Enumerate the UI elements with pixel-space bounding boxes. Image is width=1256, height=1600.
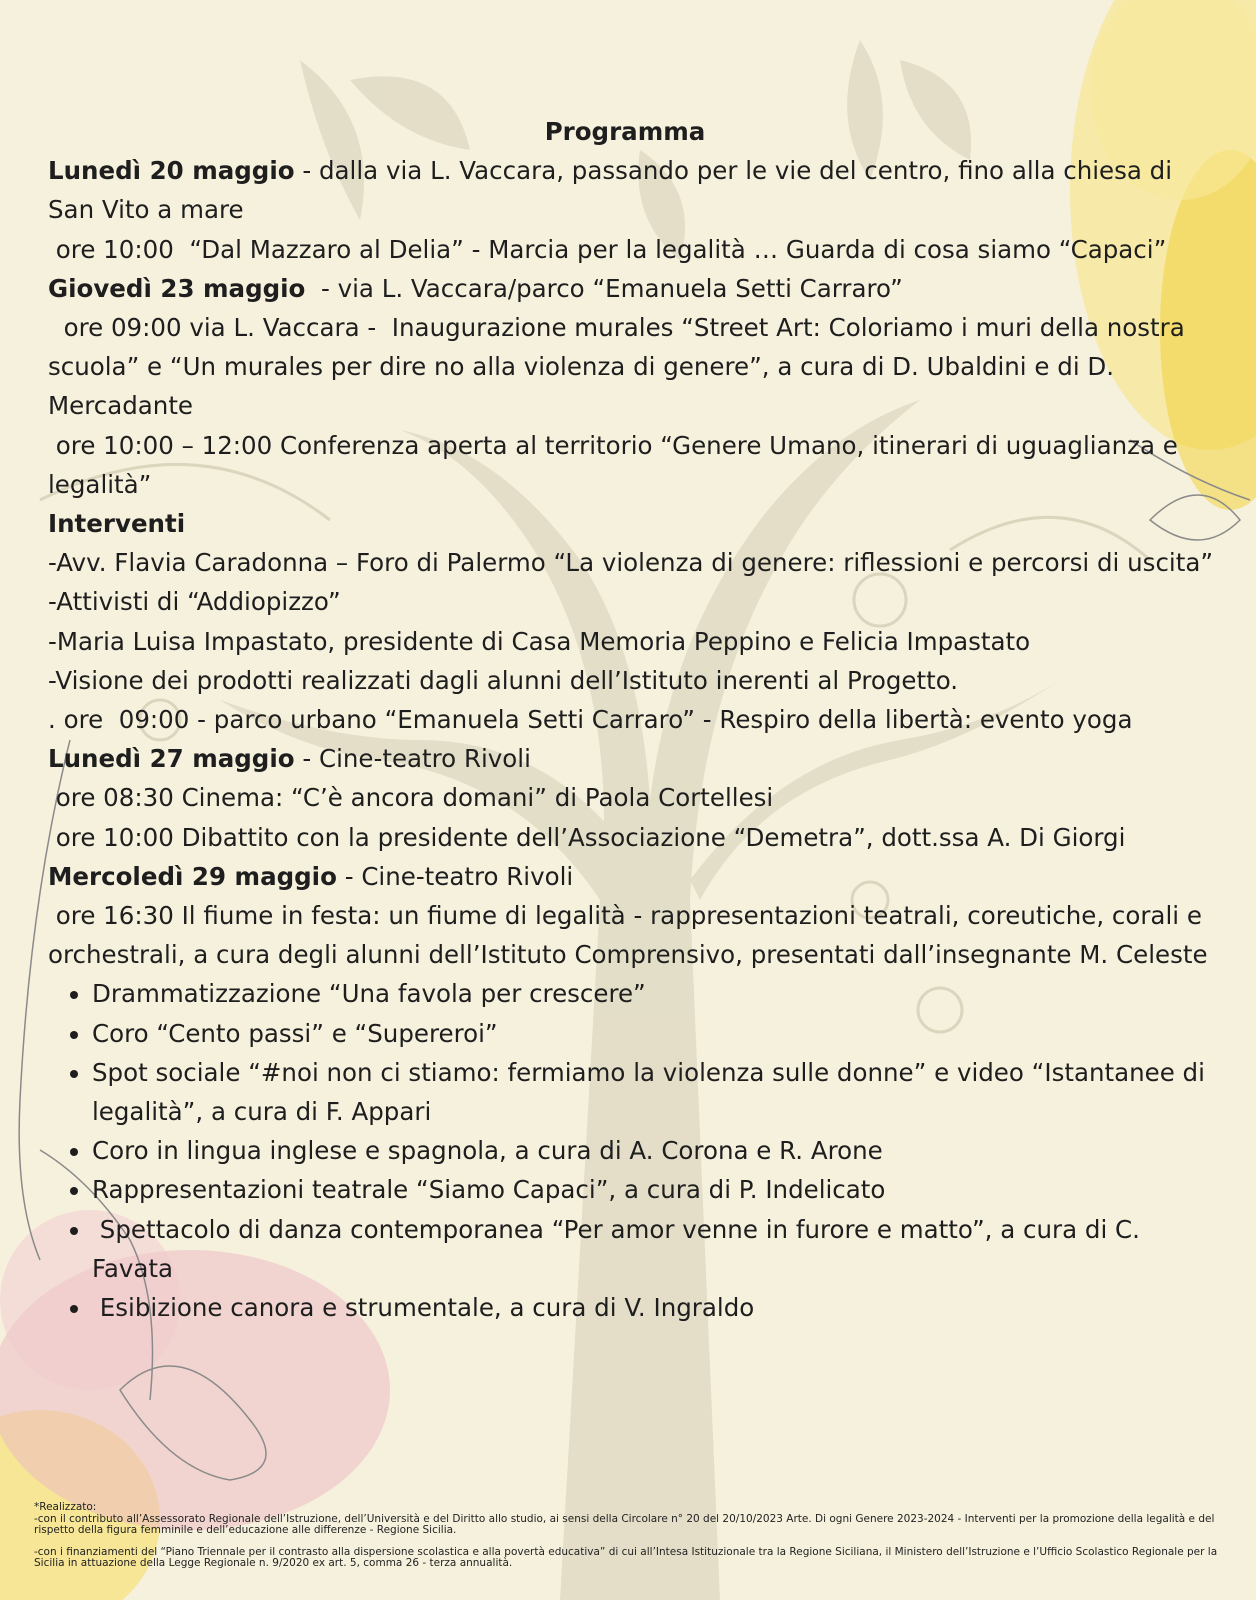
day-1-place: - dalla via L. Vaccara, passando per le vie del centro, fino alla chiesa di San Vito a mare — [48, 156, 1180, 225]
intervento-item: -Maria Luisa Impastato, presidente di Casa Memoria Peppino e Felicia Impastato — [48, 626, 1031, 656]
list-item: • Coro “Cento passi” e “Supereroi” — [92, 1014, 1218, 1053]
day-1-heading-line — [48, 151, 1218, 229]
day-2-heading-line — [48, 269, 1218, 308]
interventi-heading: Interventi — [48, 509, 186, 539]
day-3-date: Lunedì 27 maggio — [48, 744, 295, 774]
page-title: Programma — [544, 117, 706, 146]
performance-list — [48, 974, 1218, 1327]
intervento-item: -Attivisti di “Addiopizzo” — [48, 587, 341, 617]
day-3-event-1: ore 08:30 Cinema: “C’è ancora domani” di Paola Cortellesi — [48, 783, 774, 813]
intervento-item: . ore 09:00 - parco urbano “Emanuela Setti Carraro” - Respiro della libertà: evento yoga — [48, 705, 1133, 735]
intervento-item: -Visione dei prodotti realizzati dagli alunni dell’Istituto inerenti al Progetto. — [48, 665, 959, 695]
day-3-heading-line — [48, 739, 1218, 778]
intervento-item: -Avv. Flavia Caradonna – Foro di Palermo “La violenza di genere: riflessioni e percorsi di uscita” — [48, 548, 1214, 578]
footer-note-1: -con il contributo all’Assessorato Regionale dell’Istruzione, dell’Università e del Diritto allo studio, ai sensi della Circolare n° 20 del 20/10/2023 Arte. Di ogni Genere 2023-2024 - Interventi per la promozione della legalità e del rispetto della figura femminile e dell’educazione alle differenze - Regione Sicilia. — [34, 1512, 1215, 1537]
list-item: • Esibizione canora e strumentale, a cura di V. Ingraldo — [92, 1288, 1218, 1327]
list-item: • Coro in lingua inglese e spagnola, a cura di A. Corona e R. Arone — [92, 1131, 1218, 1170]
list-item: • Drammatizzazione “Una favola per crescere” — [92, 974, 1218, 1013]
day-2-date: Giovedì 23 maggio — [48, 273, 306, 303]
day-2-place: - via L. Vaccara/parco “Emanuela Setti Carraro” — [305, 273, 903, 303]
day-1-event: ore 10:00 “Dal Mazzaro al Delia” - Marcia per la legalità … Guarda di cosa siamo “Capaci” — [48, 234, 1167, 264]
program-content — [48, 112, 1218, 1327]
list-item: • Rappresentazioni teatrale “Siamo Capaci”, a cura di P. Indelicato — [92, 1170, 1218, 1209]
day-4-place: - Cine-teatro Rivoli — [336, 861, 574, 891]
day-4-event: ore 16:30 Il fiume in festa: un fiume di legalità - rappresentazioni teatrali, coreutiche, corali e orchestrali, a cura degli alunni dell’Istituto Comprensivo, presentati dall’insegnante M. Celeste — [48, 901, 1210, 970]
day-4-date: Mercoledì 29 maggio — [48, 861, 337, 891]
day-1-date: Lunedì 20 maggio — [48, 156, 295, 186]
day-3-event-2: ore 10:00 Dibattito con la presidente dell’Associazione “Demetra”, dott.ssa A. Di Giorgi — [48, 822, 1126, 852]
footer-note-2: -con i finanziamenti del “Piano Triennale per il contrasto alla dispersione scolastica e alla povertà educativa” di cui all’Intesa Istituzionale tra la Regione Siciliana, il Ministero dell’Istruzione e l’Ufficio Scolastico Regionale per la Sicilia in attuazione della Legge Regionale n. 9/2020 ex art. 5, comma 26 - terza annualità. — [34, 1545, 1218, 1570]
list-item: • Spettacolo di danza contemporanea “Per amor venne in furore e matto”, a cura di C. Favata — [92, 1210, 1218, 1288]
footer-label: *Realizzato: — [34, 1501, 97, 1513]
day-3-place: - Cine-teatro Rivoli — [294, 744, 531, 774]
day-2-event-1: ore 09:00 via L. Vaccara - Inaugurazione murales “Street Art: Coloriamo i muri della nostra scuola” e “Un murales per dire no alla violenza di genere”, a cura di D. Ubaldini e di D. Mercadante — [48, 313, 1193, 421]
day-2-event-2: ore 10:00 – 12:00 Conferenza aperta al territorio “Genere Umano, itinerari di uguaglianza e legalità” — [48, 430, 1186, 499]
list-item: • Spot sociale “#noi non ci stiamo: fermiamo la violenza sulle donne” e video “Istantanee di legalità”, a cura di F. Appari — [92, 1053, 1218, 1131]
day-4-heading-line — [48, 857, 1218, 896]
footer-notes — [34, 1502, 1234, 1570]
